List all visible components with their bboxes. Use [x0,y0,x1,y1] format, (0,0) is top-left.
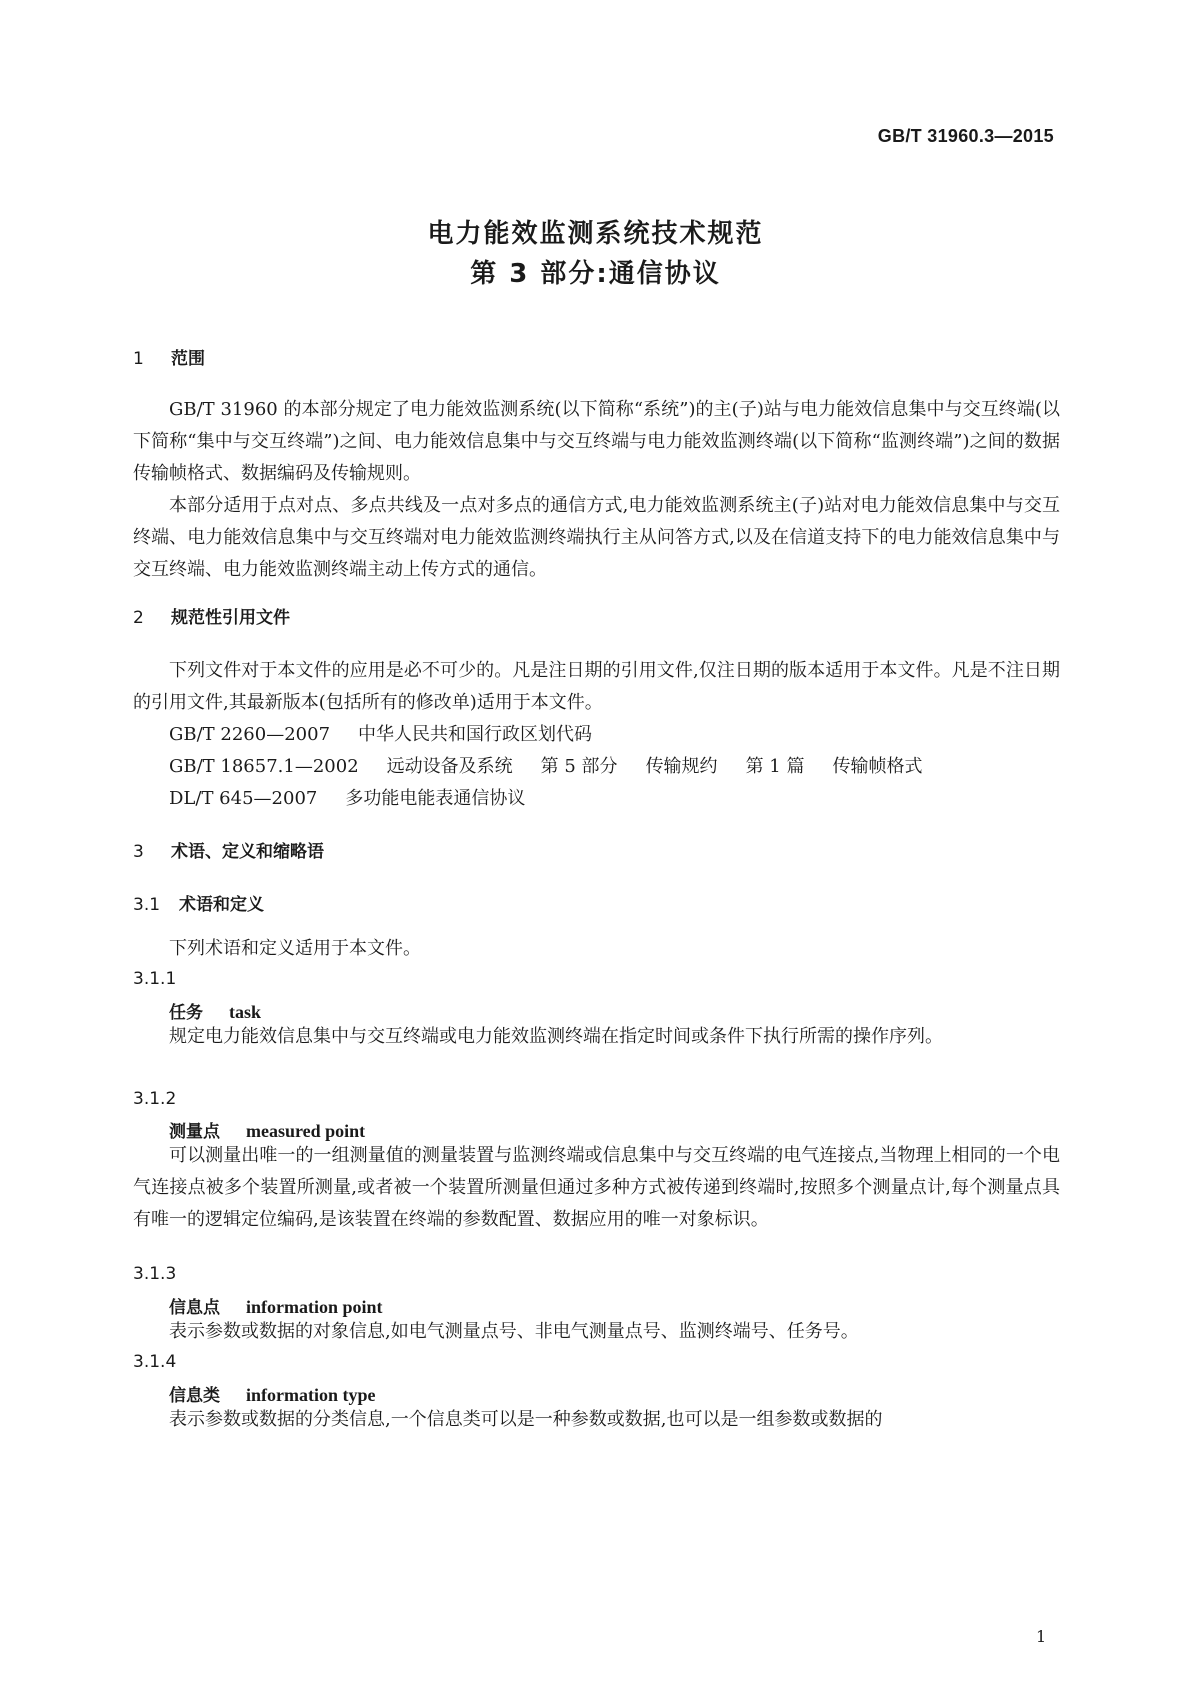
term-number: 3.1.2 [133,1089,177,1109]
section-title: 术语、定义和缩略语 [171,842,324,862]
reference-title: 远动设备及系统 [386,756,513,777]
section-2-body [133,655,1060,719]
paragraph: 表示参数或数据的对象信息,如电气测量点号、非电气测量点号、监测终端号、任务号。 [169,1321,859,1342]
paragraph: 本部分适用于点对点、多点共线及一点对多点的通信方式,电力能效监测系统主(子)站对电力能效信息集中与交互终端、电力能效信息集中与交互终端对电力能效监测终端执行主从问答方式,以及在信道支持下的电力能效信息集中与交互终端、电力能效监测终端主动上传方式的通信。 [133,495,1060,580]
term-en: measured point [246,1121,366,1141]
term-zh: 测量点 [169,1122,220,1142]
section-number: 3 [133,842,144,862]
reference-title: 中华人民共和国行政区划代码 [358,724,593,745]
term-definition [133,1021,1060,1053]
term-heading [169,1381,376,1406]
section-3-heading [133,837,324,862]
term-zh: 任务 [169,1003,203,1023]
reference-title: 传输帧格式 [832,756,923,777]
term-number: 3.1.1 [133,969,177,989]
term-number: 3.1.3 [133,1264,177,1284]
reference-code: DL/T 645—2007 [169,788,318,809]
paragraph: GB/T 31960 的本部分规定了电力能效监测系统(以下简称“系统”)的主(子)站与电力能效信息集中与交互终端(以下简称“集中与交互终端”)之间、电力能效信息集中与交互终端与电力能效监测终端(以下简称“监测终端”)之间的数据传输帧格式、数据编码及传输规则。 [133,399,1060,484]
section-title: 范围 [171,349,205,369]
standard-code-header: GB/T 31960.3—2015 [877,126,1054,146]
page-number: 1 [1036,1627,1047,1646]
paragraph: 表示参数或数据的分类信息,一个信息类可以是一种参数或数据,也可以是一组参数或数据的 [169,1409,883,1430]
section-number: 2 [133,608,144,628]
term-heading [169,1117,365,1142]
section-2-heading [133,603,290,628]
reference-item [169,751,922,783]
reference-code: GB/T 18657.1—2002 [169,756,359,777]
paragraph: 规定电力能效信息集中与交互终端或电力能效监测终端在指定时间或条件下执行所需的操作序列。 [169,1026,943,1047]
term-definition [133,1140,1060,1236]
term-en: information type [246,1385,376,1405]
section-1-body [133,394,1060,586]
reference-title: 传输规约 [645,756,718,777]
section-1-heading [133,344,205,369]
reference-item [169,719,592,751]
term-en: task [229,1002,262,1022]
reference-title: 第 5 部分 [540,756,618,777]
term-definition [133,1316,1060,1348]
term-heading [169,998,261,1023]
term-en: information point [246,1297,383,1317]
terms-intro: 下列术语和定义适用于本文件。 [169,938,421,959]
section-number: 3.1 [133,895,161,915]
section-title: 术语和定义 [179,895,264,915]
term-number: 3.1.4 [133,1352,177,1372]
term-zh: 信息类 [169,1386,220,1406]
paragraph: 下列文件对于本文件的应用是必不可少的。凡是注日期的引用文件,仅注日期的版本适用于本文件。凡是不注日期的引用文件,其最新版本(包括所有的修改单)适用于本文件。 [133,660,1060,713]
term-zh: 信息点 [169,1298,220,1318]
reference-title: 第 1 篇 [745,756,805,777]
document-title: 电力能效监测系统技术规范 [427,219,764,249]
section-title: 规范性引用文件 [171,608,290,628]
section-number: 1 [133,349,144,369]
reference-code: GB/T 2260—2007 [169,724,331,745]
reference-title: 多功能电能表通信协议 [345,788,526,809]
document-subtitle: 第 3 部分:通信协议 [470,259,721,289]
term-heading [169,1293,383,1318]
term-definition [133,1404,1060,1436]
reference-item [169,783,525,815]
subsection-3-1-heading [133,890,264,915]
paragraph: 可以测量出唯一的一组测量值的测量装置与监测终端或信息集中与交互终端的电气连接点,当物理上相同的一个电气连接点被多个装置所测量,或者被一个装置所测量但通过多种方式被传递到终端时,按照多个测量点计,每个测量点具有唯一的逻辑定位编码,是该装置在终端的参数配置、数据应用的唯一对象标识。 [133,1145,1060,1230]
